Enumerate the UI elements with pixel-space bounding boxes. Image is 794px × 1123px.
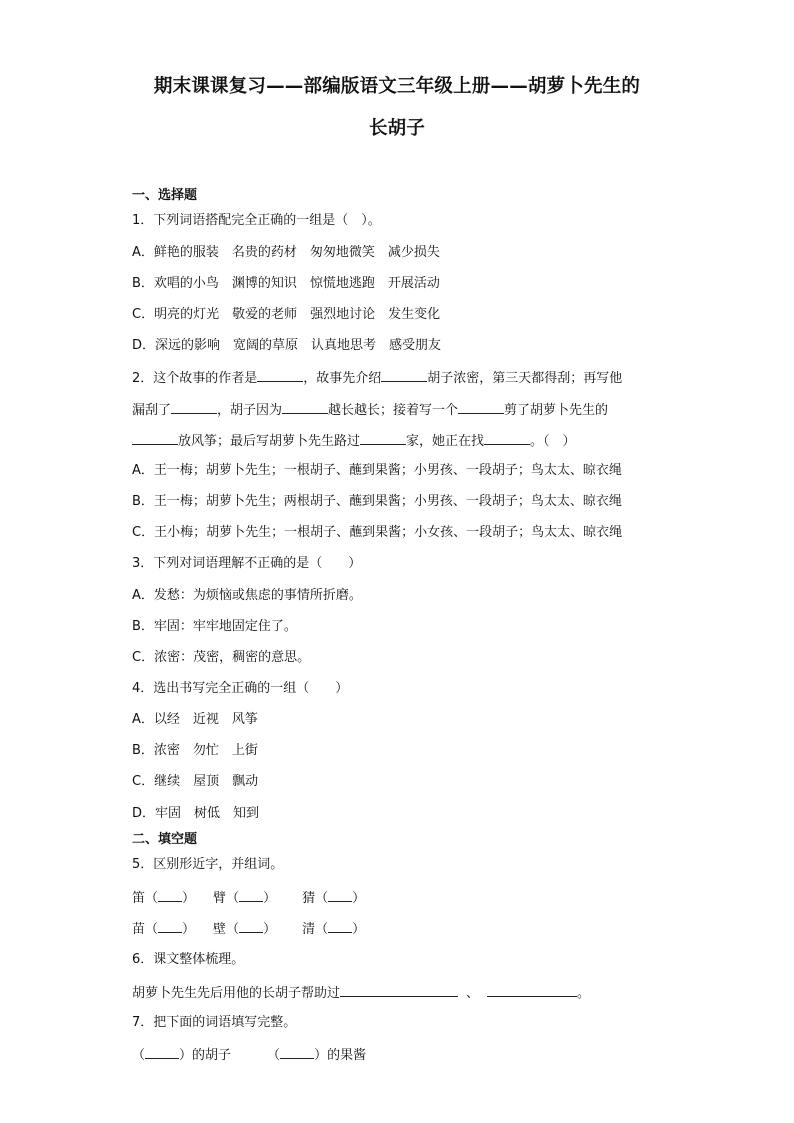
question-2-line1 [132, 367, 622, 389]
q2-blank-reason[interactable] [282, 399, 328, 414]
q6-end: 。 [577, 986, 591, 1001]
q7-paren: （ [267, 1048, 281, 1063]
section-heading-choice: 一、选择题 [132, 188, 198, 203]
q6-blank-1[interactable] [340, 982, 458, 997]
question-2-option-b: B．王一梅；胡萝卜先生；两根胡子、蘸到果酱；小男孩、一段胡子；鸟太太、晾衣绳 [132, 494, 622, 509]
q7-blank-1[interactable] [145, 1044, 179, 1059]
document-title-line2: 长胡子 [368, 118, 426, 139]
question-3-option-c: C．浓密：茂密，稠密的意思。 [132, 650, 311, 665]
question-3-option-a: A．发愁：为烦恼或焦虑的事情所折磨。 [132, 588, 362, 603]
question-2-line3 [132, 430, 576, 452]
q5-blank[interactable] [328, 918, 352, 933]
q2-blank-looking-for[interactable] [484, 430, 530, 445]
q5-char: 壁 [213, 922, 227, 937]
question-4-option-b: B．浓密 勿忙 上街 [132, 743, 258, 758]
q5-char: 猜 [302, 891, 316, 906]
question-1-option-c: C．明亮的灯光 敬爱的老师 强烈地讨论 发生变化 [132, 307, 441, 322]
q5-paren: ） [352, 891, 366, 906]
q2-blank-part[interactable] [132, 430, 178, 445]
q2-blank-who[interactable] [458, 399, 504, 414]
question-5-stem: 5．区别形近字，并组词。 [132, 857, 284, 872]
q5-blank[interactable] [158, 887, 182, 902]
q2-text: 。（ ） [530, 434, 576, 449]
q2-blank-author[interactable] [257, 367, 303, 382]
q7-paren: ） [179, 1048, 193, 1063]
document-title-line1: 期末课课复习——部编版语文三年级上册——胡萝卜先生的 [153, 76, 641, 97]
question-2-option-a: A．王一梅；胡萝卜先生；一根胡子、蘸到果酱；小男孩、一段胡子；鸟太太、晾衣绳 [132, 463, 622, 478]
question-4-option-d: D．牢固 树低 知到 [132, 806, 260, 821]
question-2-option-c: C．王小梅；胡萝卜先生；一根胡子、蘸到果酱；小女孩、一段胡子；鸟太太、晾衣绳 [132, 525, 623, 540]
question-2-line2 [132, 399, 608, 421]
q2-text: ，胡子因为 [217, 403, 283, 418]
question-1-option-a: A．鲜艳的服装 名贵的药材 匆匆地微笑 减少损失 [132, 245, 440, 260]
question-4-option-c: C．继续 屋顶 飘动 [132, 774, 259, 789]
question-1-option-d: D．深远的影响 宽阔的草原 认真地思考 感受朋友 [132, 338, 442, 353]
q5-blank[interactable] [158, 918, 182, 933]
q7-paren: ） [314, 1048, 328, 1063]
question-7-stem: 7．把下面的词语填写完整。 [132, 1015, 297, 1030]
q2-text: 放风筝；最后写胡萝卜先生路过 [178, 434, 361, 449]
q5-paren: （ [145, 922, 159, 937]
q5-paren: ） [182, 891, 196, 906]
q2-text: 胡子浓密，第三天都得刮；再写他 [427, 371, 623, 386]
question-5-row2 [132, 918, 365, 940]
q5-paren: （ [145, 891, 159, 906]
q5-blank[interactable] [239, 887, 263, 902]
section-heading-fill: 二、填空题 [132, 832, 198, 847]
q5-char: 臂 [213, 891, 227, 906]
question-6-line [132, 982, 590, 1004]
q6-blank-2[interactable] [487, 982, 577, 997]
q5-paren: ） [263, 922, 277, 937]
q5-char: 笛 [132, 891, 146, 906]
q5-paren: （ [315, 891, 329, 906]
q5-paren: ） [182, 922, 196, 937]
question-4-stem: 4．选出书写完全正确的一组（ ） [132, 681, 349, 696]
q2-blank-missed[interactable] [171, 399, 217, 414]
question-3-option-b: B．牢固：牢牢地固定住了。 [132, 619, 297, 634]
q5-paren: （ [315, 922, 329, 937]
q2-text: 漏刮了 [132, 403, 172, 418]
q2-text: 家，她正在找 [406, 434, 485, 449]
q2-text: 剪了胡萝卜先生的 [504, 403, 609, 418]
question-6-stem: 6．课文整体梳理。 [132, 952, 245, 967]
question-4-option-a: A．以经 近视 风筝 [132, 712, 258, 727]
q2-blank-character[interactable] [381, 367, 427, 382]
q5-blank[interactable] [328, 887, 352, 902]
q2-text: ，故事先介绍 [303, 371, 382, 386]
question-3-stem: 3．下列对词语理解不正确的是（ ） [132, 556, 362, 571]
q5-paren: ） [263, 891, 277, 906]
q7-blank-2[interactable] [280, 1044, 314, 1059]
q5-char: 清 [302, 922, 316, 937]
q2-blank-house[interactable] [360, 430, 406, 445]
question-1-stem: 1．下列词语搭配完全正确的一组是（ ）。 [132, 213, 381, 228]
q5-paren: （ [226, 891, 240, 906]
q2-text: 越长越长；接着写一个 [328, 403, 459, 418]
q5-paren: （ [226, 922, 240, 937]
q7-item-2: 的果酱 [327, 1048, 367, 1063]
q7-paren: （ [132, 1048, 146, 1063]
question-1-option-b: B．欢唱的小鸟 渊博的知识 惊慌地逃跑 开展活动 [132, 276, 440, 291]
q5-char: 苗 [132, 922, 146, 937]
q5-paren: ） [352, 922, 366, 937]
q6-separator: 、 [466, 986, 480, 1001]
q7-item-1: 的胡子 [192, 1048, 232, 1063]
q6-text: 胡萝卜先生先后用他的长胡子帮助过 [132, 986, 341, 1001]
question-7-line [132, 1044, 366, 1066]
q2-text: 2．这个故事的作者是 [132, 371, 258, 386]
q5-blank[interactable] [239, 918, 263, 933]
question-5-row1 [132, 887, 365, 909]
